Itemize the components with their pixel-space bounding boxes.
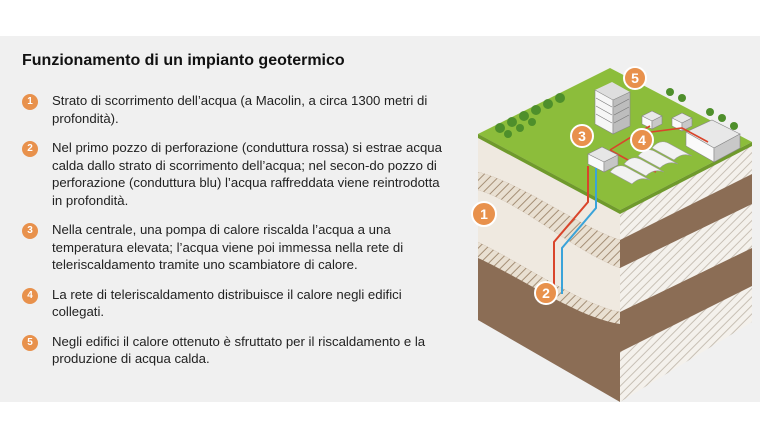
diagram-marker-5-label: 5 xyxy=(631,70,639,86)
step-badge: 4 xyxy=(22,288,38,304)
step-4 xyxy=(22,286,452,321)
step-badge: 3 xyxy=(22,223,38,239)
page-title: Funzionamento di un impianto geotermico xyxy=(22,52,345,69)
step-text: La rete di teleriscaldamento distribuisce il calore negli edifici collegati. xyxy=(52,286,402,319)
step-text: Nella centrale, una pompa di calore riscalda l’acqua a una temperatura elevata; l’acqua viene poi immessa nella rete di teleriscaldamento tramite uno scambiatore di calore. xyxy=(52,222,404,272)
step-text: Nel primo pozzo di perforazione (conduttura rossa) si estrae acqua calda dallo strato di scorrimento dell’acqua; nel secon-do pozzo di perforazione (conduttura blu) l’acqua raffreddata viene reintrodotta in profondità. xyxy=(52,140,442,208)
steps-list xyxy=(22,92,452,368)
step-badge: 1 xyxy=(22,94,38,110)
step-5 xyxy=(22,333,452,368)
geothermal-block-svg xyxy=(460,62,760,402)
step-text: Strato di scorrimento dell’acqua (a Macolin, a circa 1300 metri di profondità). xyxy=(52,93,428,126)
diagram-marker-2-label: 2 xyxy=(542,285,550,301)
diagram-marker-1 xyxy=(472,202,496,226)
diagram-marker-3 xyxy=(571,125,593,147)
diagram-marker-1-label: 1 xyxy=(480,206,488,222)
step-2 xyxy=(22,139,452,209)
diagram-marker-4 xyxy=(631,129,653,151)
step-1 xyxy=(22,92,452,127)
diagram-marker-5 xyxy=(624,67,646,89)
diagram-marker-4-label: 4 xyxy=(638,132,646,148)
diagram-marker-2 xyxy=(535,282,557,304)
step-badge: 2 xyxy=(22,141,38,157)
step-3 xyxy=(22,221,452,274)
tall-building xyxy=(595,82,630,134)
step-badge: 5 xyxy=(22,335,38,351)
diagram-marker-3-label: 3 xyxy=(578,128,586,144)
geothermal-diagram xyxy=(460,62,760,402)
step-text: Negli edifici il calore ottenuto è sfruttato per il riscaldamento e la produzione di acqua calda. xyxy=(52,333,426,366)
